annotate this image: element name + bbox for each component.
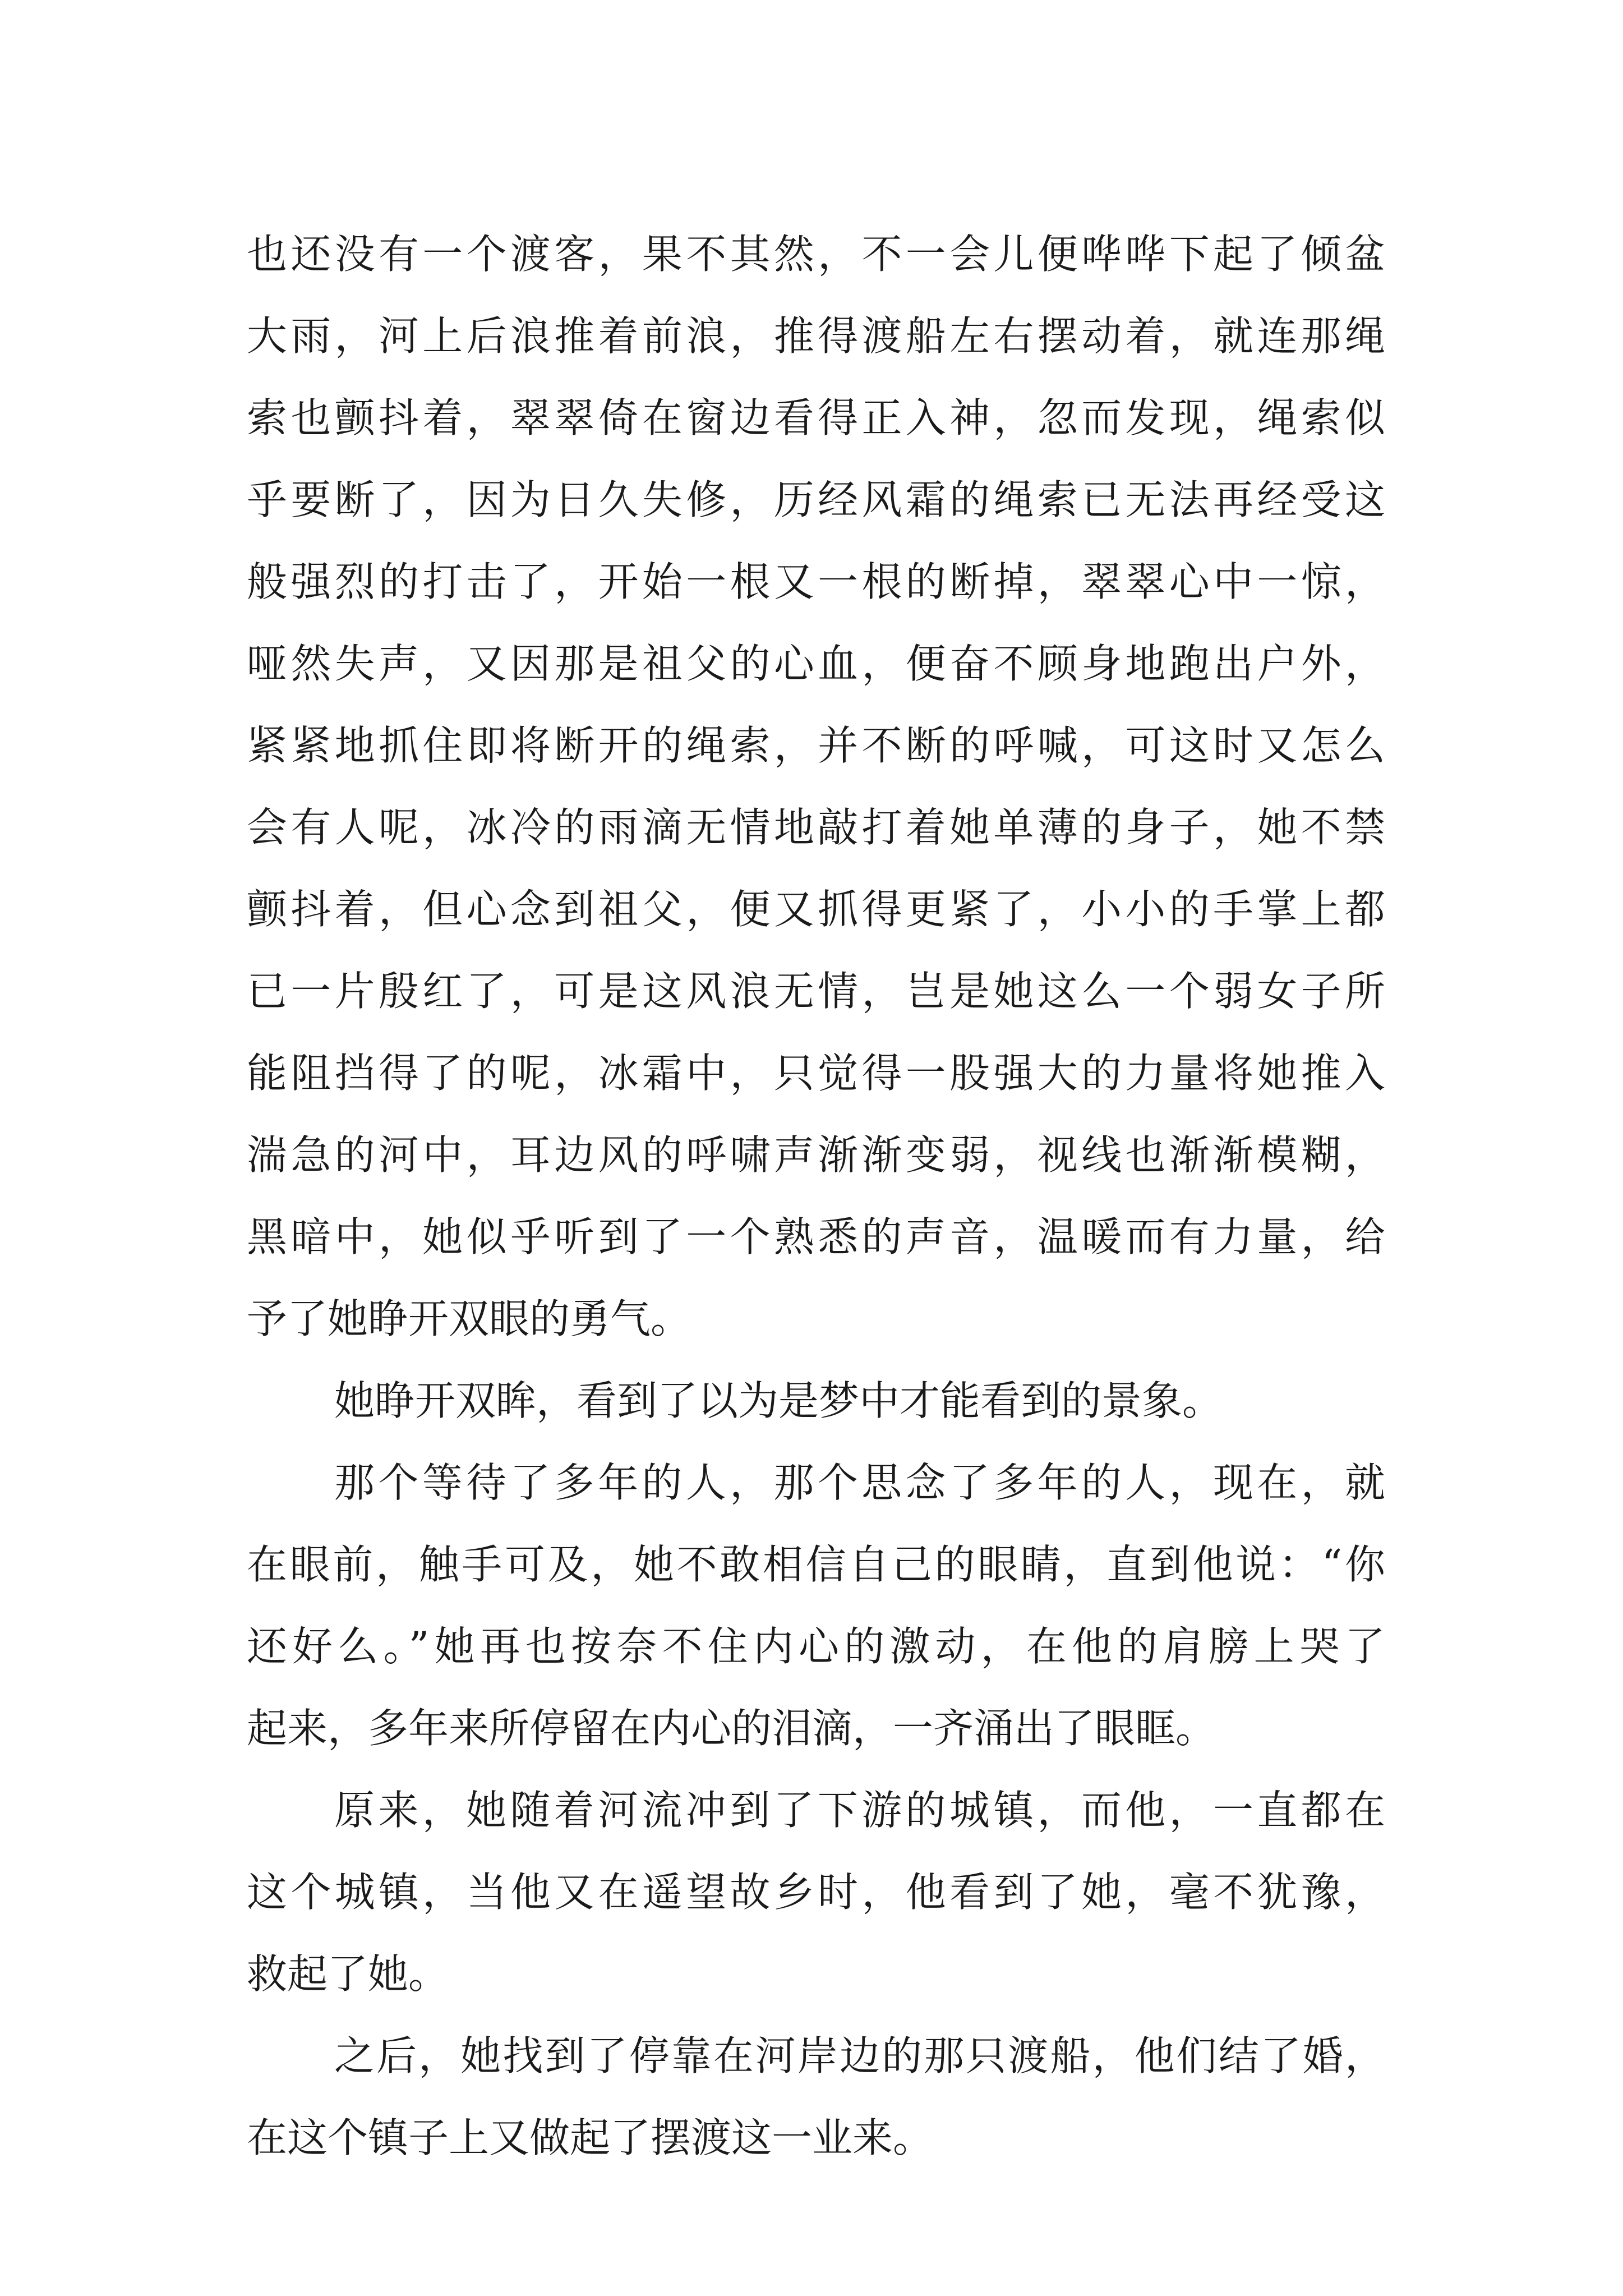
- text-line: 会有人呢，冰冷的雨滴无情地敲打着她单薄的身子，她不禁: [247, 804, 1385, 851]
- text-line: 还好么。”她再也按奈不住内心的激动，在他的肩膀上哭了: [247, 1623, 1385, 1670]
- text-line: 乎要断了，因为日久失修，历经风霜的绳索已无法再经受这: [247, 476, 1385, 523]
- text-line: 哑然失声，又因那是祖父的心血，便奋不顾身地跑出户外，: [247, 640, 1385, 687]
- text-line: 能阻挡得了的呢，冰霜中，只觉得一股强大的力量将她推入: [247, 1050, 1385, 1097]
- text-line: 黑暗中，她似乎听到了一个熟悉的声音，温暖而有力量，给: [247, 1213, 1385, 1260]
- text-line: 颤抖着，但心念到祖父，便又抓得更紧了，小小的手掌上都: [247, 886, 1385, 933]
- text-line: 湍急的河中，耳边风的呼啸声渐渐变弱，视线也渐渐模糊，: [247, 1131, 1385, 1179]
- text-line: 已一片殷红了，可是这风浪无情，岂是她这么一个弱女子所: [247, 968, 1385, 1015]
- text-line: 般强烈的打击了，开始一根又一根的断掉，翠翠心中一惊，: [247, 558, 1385, 605]
- text-line: 也还没有一个渡客，果不其然，不一会儿便哗哗下起了倾盆: [247, 231, 1385, 278]
- text-line: 这个城镇，当他又在遥望故乡时，他看到了她，毫不犹豫，: [247, 1869, 1385, 1916]
- text-line: 在这个镇子上又做起了摆渡这一业来。: [247, 2114, 934, 2161]
- text-line: 起来，多年来所停留在内心的泪滴，一齐涌出了眼眶。: [247, 1705, 1216, 1752]
- body-text: [247, 213, 1385, 2179]
- paragraph-line: 原来，她随着河流冲到了下游的城镇，而他，一直都在: [334, 1787, 1385, 1834]
- text-line: 索也颤抖着，翠翠倚在窗边看得正入神，忽而发现，绳索似: [247, 394, 1385, 441]
- paragraph-line: 她睁开双眸，看到了以为是梦中才能看到的景象。: [334, 1377, 1223, 1424]
- paragraph-line: 那个等待了多年的人，那个思念了多年的人，现在，就: [334, 1459, 1385, 1506]
- text-line: 予了她睁开双眼的勇气。: [247, 1295, 691, 1342]
- text-line: 在眼前，触手可及，她不敢相信自己的眼睛，直到他说：“你: [247, 1541, 1385, 1588]
- text-line: 大雨，河上后浪推着前浪，推得渡船左右摆动着，就连那绳: [247, 312, 1385, 360]
- text-line: 救起了她。: [247, 1950, 449, 1998]
- paragraph-line: 之后，她找到了停靠在河岸边的那只渡船，他们结了婚，: [334, 2032, 1385, 2079]
- text-line: 紧紧地抓住即将断开的绳索，并不断的呼喊，可这时又怎么: [247, 722, 1385, 769]
